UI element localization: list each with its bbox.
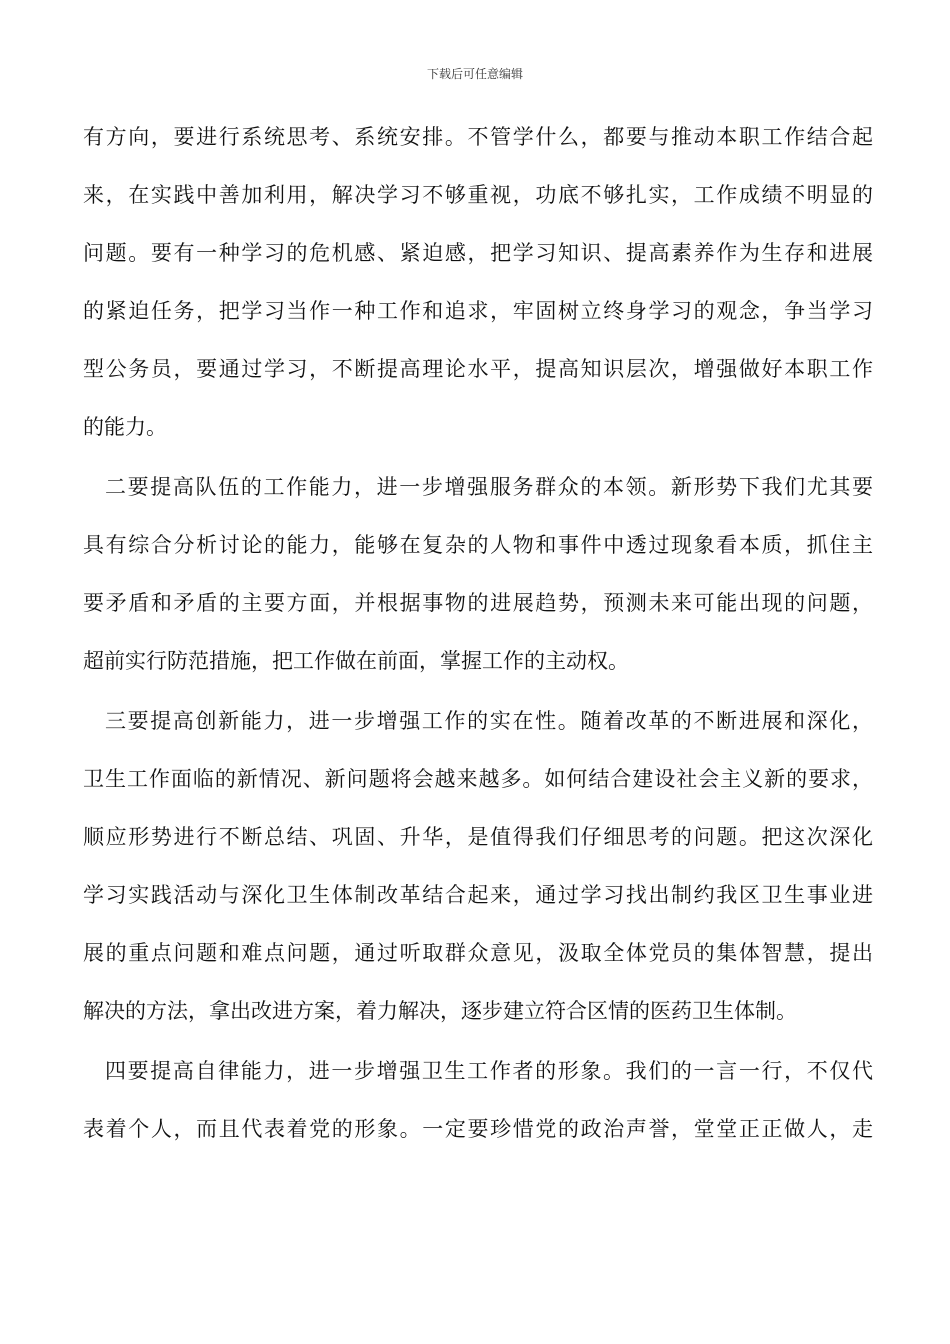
text-line: 型公务员，要通过学习，不断提高理论水平，提高知识层次，增强做好本职工作 — [83, 357, 873, 381]
paragraph-1 — [83, 114, 873, 464]
text-line: 卫生工作面临的新情况、新问题将会越来越多。如何结合建设社会主义新的要求， — [83, 767, 873, 791]
text-line: 顺应形势进行不断总结、巩固、升华，是值得我们仔细思考的问题。把这次深化 — [83, 825, 873, 849]
text-line: 的紧迫任务，把学习当作一种工作和追求，牢固树立终身学习的观念，争当学习 — [83, 299, 873, 323]
text-line: 三要提高创新能力，进一步增强工作的实在性。随着改革的不断进展和深化， — [105, 709, 873, 733]
page-header-note: 下载后可任意编辑 — [426, 67, 523, 81]
paragraph-4 — [83, 1048, 873, 1164]
text-line: 问题。要有一种学习的危机感、紧迫感，把学习知识、提高素养作为生存和进展 — [83, 241, 873, 265]
text-line: 要矛盾和矛盾的主要方面，并根据事物的进展趋势，预测未来可能出现的问题， — [83, 591, 873, 615]
text-line: 表着个人，而且代表着党的形象。一定要珍惜党的政治声誉，堂堂正正做人，走 — [83, 1117, 873, 1141]
text-line: 解决的方法，拿出改进方案，着力解决，逐步建立符合区情的医药卫生体制。 — [83, 999, 797, 1023]
text-line: 有方向，要进行系统思考、系统安排。不管学什么，都要与推动本职工作结合起 — [83, 125, 873, 149]
text-line: 二要提高队伍的工作能力，进一步增强服务群众的本领。新形势下我们尤其要 — [105, 475, 873, 499]
text-line: 超前实行防范措施，把工作做在前面，掌握工作的主动权。 — [83, 649, 629, 673]
text-line: 四要提高自律能力，进一步增强卫生工作者的形象。我们的一言一行，不仅代 — [105, 1059, 873, 1083]
paragraph-3 — [83, 698, 873, 1048]
document-body — [83, 114, 873, 1164]
text-line: 展的重点问题和难点问题，通过听取群众意见，汲取全体党员的集体智慧，提出 — [83, 941, 873, 965]
text-line: 的能力。 — [83, 415, 167, 439]
paragraph-2 — [83, 464, 873, 698]
text-line: 来，在实践中善加利用，解决学习不够重视，功底不够扎实，工作成绩不明显的 — [83, 183, 873, 207]
text-line: 学习实践活动与深化卫生体制改革结合起来，通过学习找出制约我区卫生事业进 — [83, 883, 873, 907]
text-line: 具有综合分析讨论的能力，能够在复杂的人物和事件中透过现象看本质，抓住主 — [83, 533, 873, 557]
